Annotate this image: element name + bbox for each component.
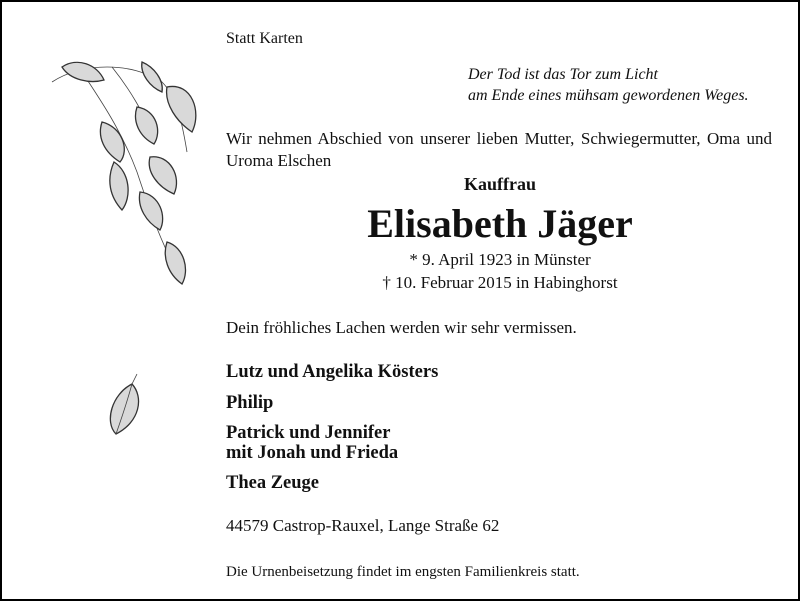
birth-line: * 9. April 1923 in Münster: [409, 250, 591, 269]
footer-note: Die Urnenbeisetzung findet im engsten Familienkreis statt.: [226, 564, 580, 580]
intro-text: Wir nehmen Abschied von unserer lieben Mutter, Schwiegermutter, Oma und Uroma Elschen: [226, 129, 772, 170]
falling-leaf-icon: [102, 372, 147, 442]
profession: Kauffrau: [464, 174, 536, 194]
deceased-name: Elisabeth Jäger: [367, 201, 633, 246]
mourner-3a: Patrick und Jennifer: [226, 423, 391, 443]
quote-line-1: Der Tod ist das Tor zum Licht: [468, 66, 658, 83]
mourner-2: Philip: [226, 393, 274, 413]
death-line: † 10. Februar 2015 in Habinghorst: [382, 273, 618, 292]
address: 44579 Castrop-Rauxel, Lange Straße 62: [226, 516, 500, 535]
header-statt-karten: Statt Karten: [226, 30, 303, 47]
birch-branch-icon: [42, 42, 202, 302]
closing-line: Dein fröhliches Lachen werden wir sehr vermissen.: [226, 318, 577, 337]
mourner-4: Thea Zeuge: [226, 473, 320, 493]
mourner-3b: mit Jonah und Frieda: [226, 443, 399, 463]
quote-line-2: am Ende eines mühsam gewordenen Weges.: [468, 87, 749, 104]
mourner-1: Lutz und Angelika Kösters: [226, 362, 439, 382]
